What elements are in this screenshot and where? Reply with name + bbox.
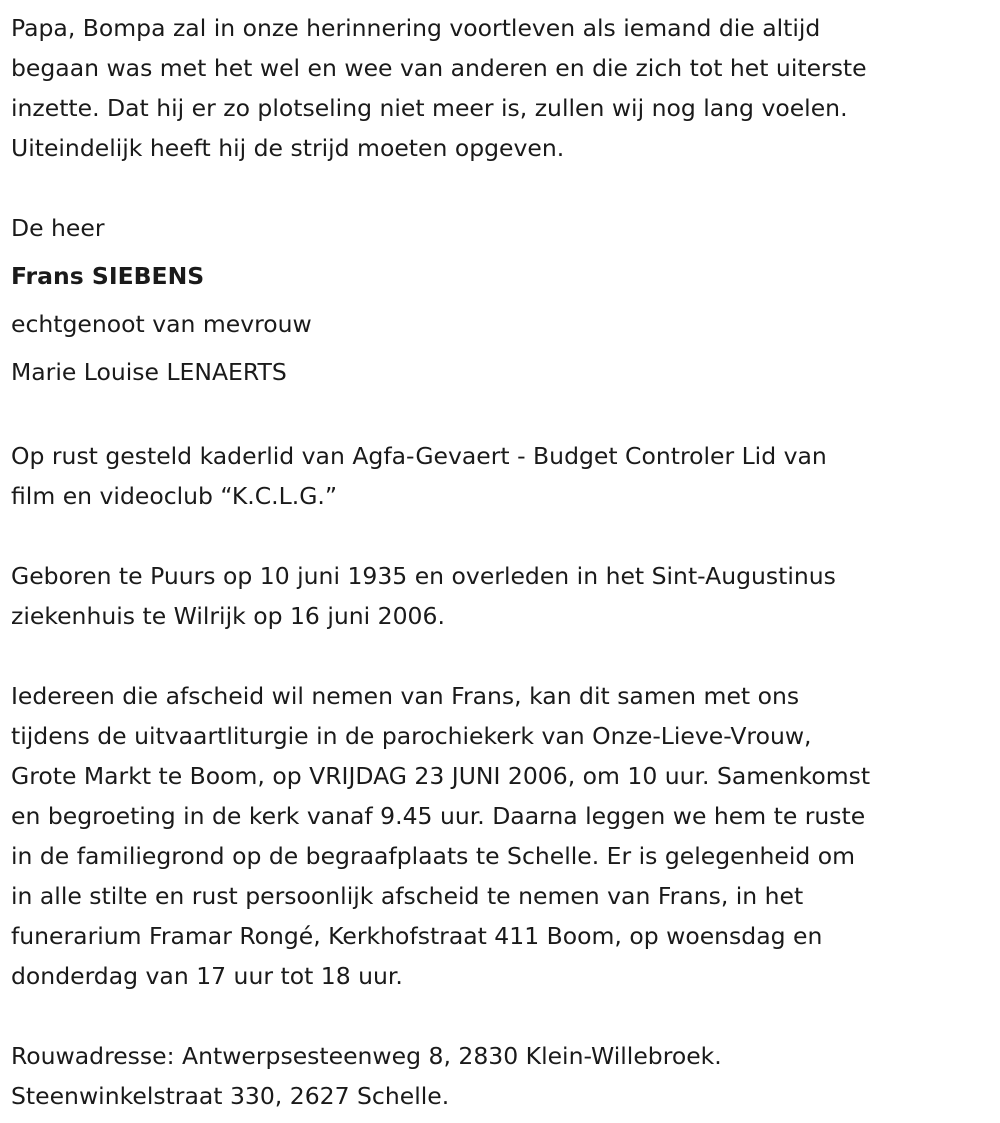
text-line: Grote Markt te Boom, op VRIJDAG 23 JUNI 2006, om 10 uur. Samenkomst bbox=[11, 762, 871, 790]
birth-death-paragraph bbox=[11, 556, 870, 636]
intro-paragraph bbox=[11, 8, 870, 168]
text-line: Geboren te Puurs op 10 juni 1935 en overleden in het Sint-Augustinus bbox=[11, 562, 836, 590]
text-line: film en videoclub “K.C.L.G.” bbox=[11, 482, 338, 510]
text-line: tijdens de uitvaartliturgie in de parochiekerk van Onze-Lieve-Vrouw, bbox=[11, 722, 812, 750]
text-line: Papa, Bompa zal in onze herinnering voortleven als iemand die altijd bbox=[11, 14, 821, 42]
text-line: begaan was met het wel en wee van anderen en die zich tot het uiterste bbox=[11, 54, 867, 82]
text-line: ziekenhuis te Wilrijk op 16 juni 2006. bbox=[11, 602, 445, 630]
funeral-paragraph bbox=[11, 676, 870, 996]
text-line: en begroeting in de kerk vanaf 9.45 uur. Daarna leggen we hem te ruste bbox=[11, 802, 866, 830]
text-line: in de familiegrond op de begraafplaats te Schelle. Er is gelegenheid om bbox=[11, 842, 856, 870]
text-line: Op rust gesteld kaderlid van Agfa-Gevaert - Budget Controler Lid van bbox=[11, 442, 827, 470]
text-line: Uiteindelijk heeft hij de strijd moeten opgeven. bbox=[11, 134, 565, 162]
salutation: De heer bbox=[11, 214, 105, 242]
text-line: in alle stilte en rust persoonlijk afscheid te nemen van Frans, in het bbox=[11, 882, 804, 910]
text-line: Rouwadresse: Antwerpsesteenweg 8, 2830 Klein-Willebroek. bbox=[11, 1042, 722, 1070]
text-line: Iedereen die afscheid wil nemen van Frans, kan dit samen met ons bbox=[11, 682, 800, 710]
career-paragraph bbox=[11, 436, 870, 516]
text-line: Steenwinkelstraat 330, 2627 Schelle. bbox=[11, 1082, 450, 1110]
obituary-document bbox=[11, 8, 870, 1116]
text-line: funerarium Framar Rongé, Kerkhofstraat 411 Boom, op woensdag en bbox=[11, 922, 823, 950]
deceased-name: Frans SIEBENS bbox=[11, 262, 205, 290]
address-paragraph bbox=[11, 1036, 870, 1116]
relation: echtgenoot van mevrouw bbox=[11, 310, 312, 338]
spouse-name: Marie Louise LENAERTS bbox=[11, 358, 287, 386]
text-line: donderdag van 17 uur tot 18 uur. bbox=[11, 962, 403, 990]
deceased-block bbox=[11, 204, 870, 396]
text-line: inzette. Dat hij er zo plotseling niet meer is, zullen wij nog lang voelen. bbox=[11, 94, 848, 122]
